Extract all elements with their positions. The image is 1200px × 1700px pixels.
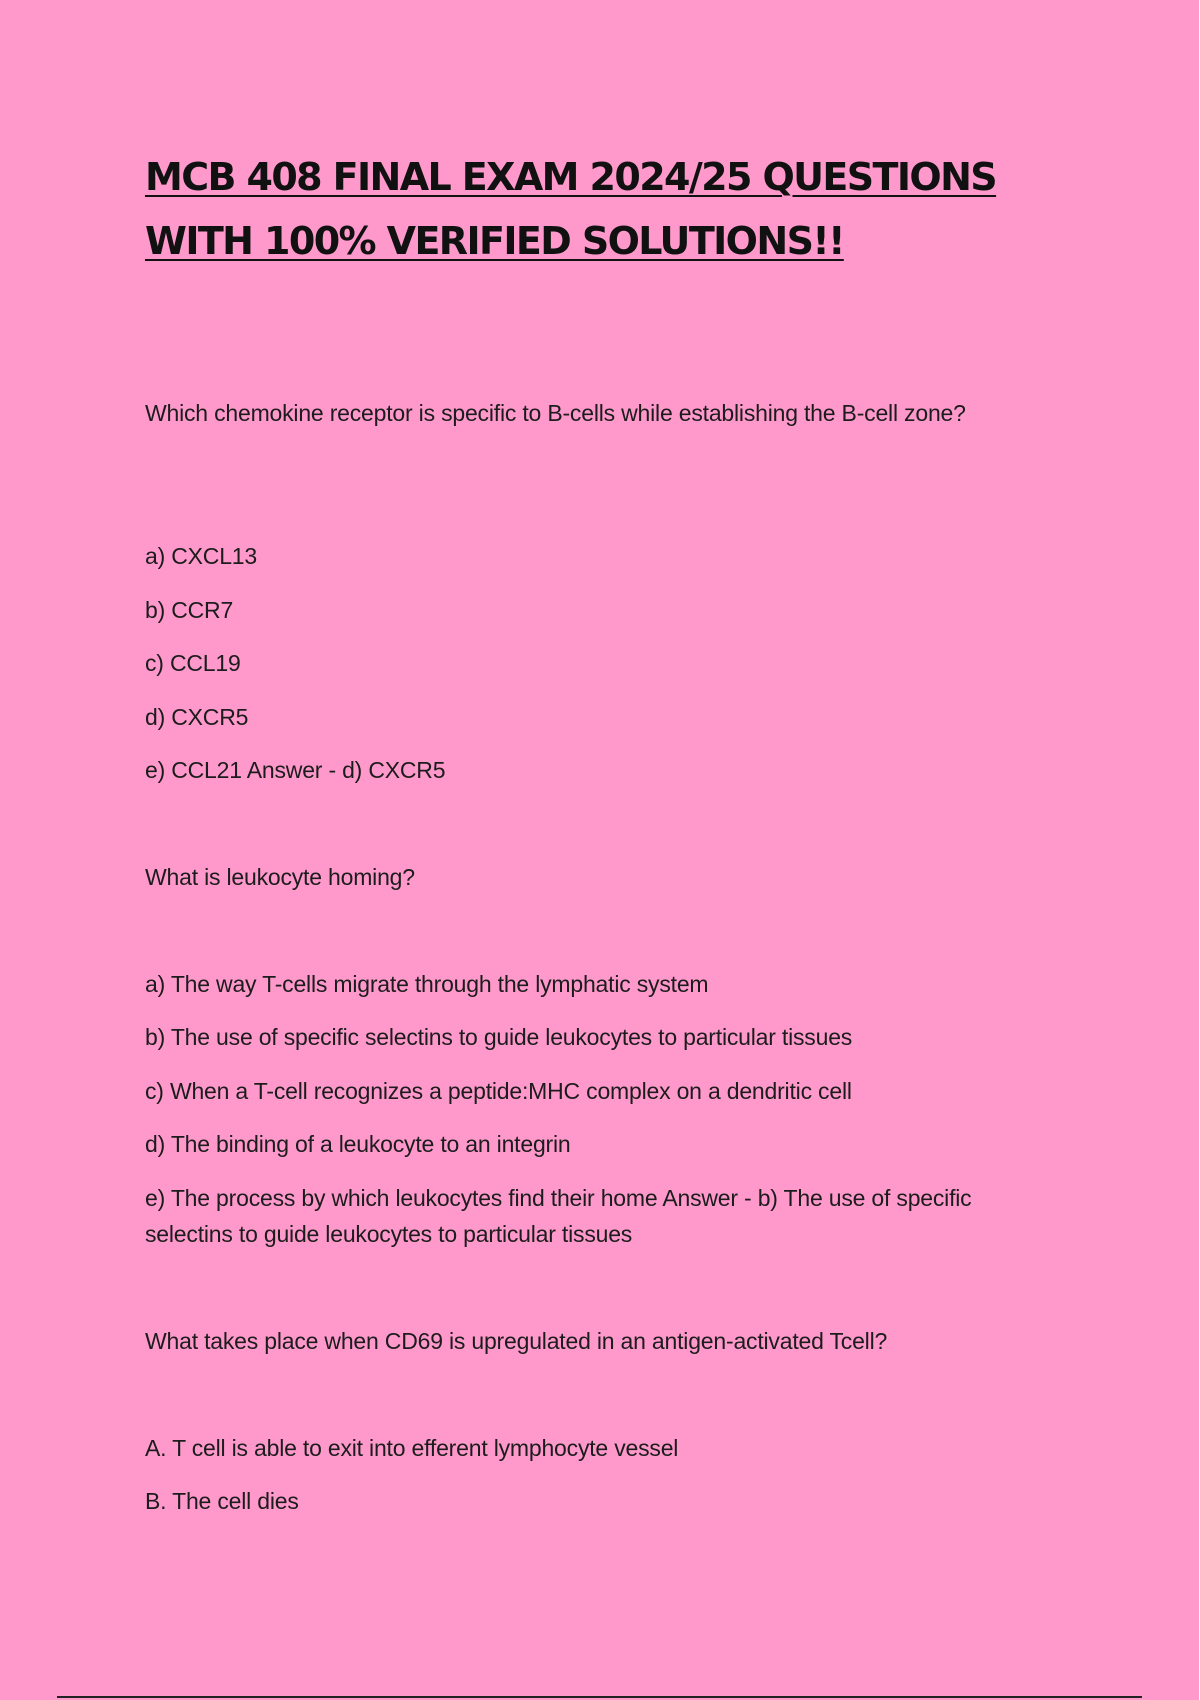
- question-1-option-b: b) CCR7: [145, 597, 234, 623]
- question-2-option-a: a) The way T-cells migrate through the lymphatic system: [145, 971, 709, 997]
- question-1-option-a: a) CXCL13: [145, 543, 257, 569]
- document-title: [145, 145, 1045, 273]
- title-line-1: MCB 408 FINAL EXAM 2024/25 QUESTIONS: [145, 155, 997, 199]
- question-1-option-d: d) CXCR5: [145, 704, 249, 730]
- question-1-option-c: c) CCL19: [145, 650, 241, 676]
- question-2-option-e-answer: e) The process by which leukocytes find their home Answer - b) The use of specific selectins to guide leukocytes to particular tissues: [145, 1185, 972, 1247]
- question-2-option-c: c) When a T-cell recognizes a peptide:MHC complex on a dendritic cell: [145, 1078, 852, 1104]
- question-3-prompt: What takes place when CD69 is upregulated in an antigen-activated Tcell?: [145, 1328, 888, 1354]
- question-3-option-a: A. T cell is able to exit into efferent lymphocyte vessel: [145, 1435, 679, 1461]
- question-1-option-e-answer: e) CCL21 Answer - d) CXCR5: [145, 757, 446, 783]
- question-2-option-d: d) The binding of a leukocyte to an integrin: [145, 1131, 571, 1157]
- question-2-option-b: b) The use of specific selectins to guide leukocytes to particular tissues: [145, 1024, 853, 1050]
- question-3-option-b: B. The cell dies: [145, 1488, 299, 1514]
- page-bottom-divider: [57, 1696, 1142, 1698]
- title-line-2: WITH 100% VERIFIED SOLUTIONS!!: [145, 219, 844, 263]
- question-1-prompt: Which chemokine receptor is specific to B-cells while establishing the B-cell zone?: [145, 400, 966, 426]
- question-2-prompt: What is leukocyte homing?: [145, 864, 415, 890]
